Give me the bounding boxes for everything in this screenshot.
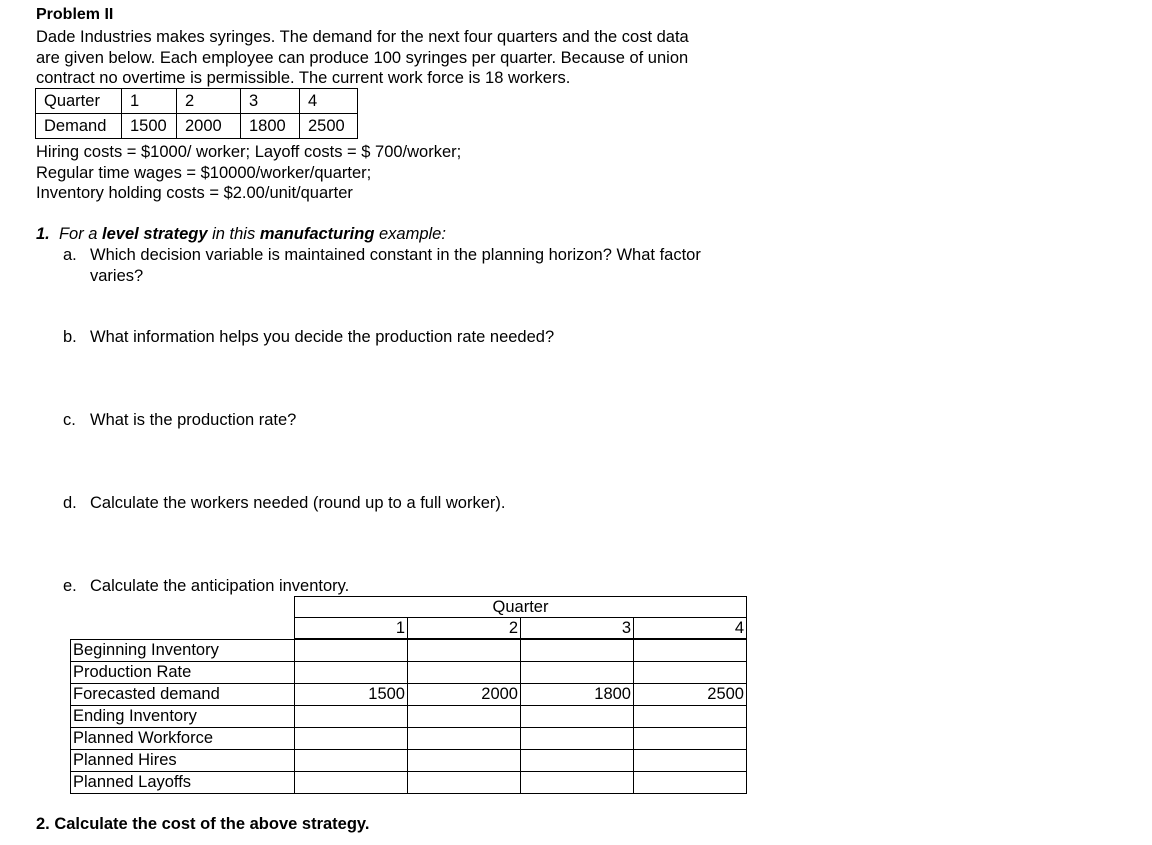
table-cell <box>633 771 747 794</box>
question-1-bold-level-strategy: level strategy <box>102 225 208 243</box>
demand-table-demand-row <box>36 114 358 139</box>
demand-table-cell: 2500 <box>300 114 358 139</box>
question-2: 2. Calculate the cost of the above strategy. <box>36 815 370 833</box>
table-cell <box>520 661 634 684</box>
demand-table-cell: 1500 <box>122 114 177 139</box>
question-1e <box>63 577 349 596</box>
table-cell <box>407 639 521 662</box>
row-label-planned-workforce: Planned Workforce <box>70 727 295 750</box>
question-1-mid: in this <box>207 225 260 243</box>
question-1a-continued: varies? <box>90 267 144 285</box>
row-label-planned-hires: Planned Hires <box>70 749 295 772</box>
problem-title: Problem II <box>36 6 114 23</box>
row-label-planned-layoffs: Planned Layoffs <box>70 771 295 794</box>
part-label: c. <box>63 411 76 429</box>
question-1-suffix: example: <box>374 225 446 243</box>
quarter-number-cell: 1 <box>294 617 408 639</box>
intro-line: are given below. Each employee can produce 100 syringes per quarter. Because of union <box>36 48 689 67</box>
table-cell: 2000 <box>407 683 521 706</box>
table-cell <box>520 749 634 772</box>
row-label-forecasted-demand: Forecasted demand <box>70 683 295 706</box>
row-label-ending-inventory: Ending Inventory <box>70 705 295 728</box>
table-cell <box>294 661 408 684</box>
quarter-number-cell: 2 <box>407 617 521 639</box>
table-cell <box>407 661 521 684</box>
table-cell <box>520 639 634 662</box>
part-text: Calculate the anticipation inventory. <box>90 577 350 595</box>
cost-line: Regular time wages = $10000/worker/quarter; <box>36 163 372 182</box>
part-text: Calculate the workers needed (round up to a full worker). <box>90 494 506 512</box>
table-cell <box>633 705 747 728</box>
table-cell: 1500 <box>294 683 408 706</box>
question-1c <box>63 411 296 430</box>
question-1-prefix: For a <box>58 225 103 243</box>
cost-line: Inventory holding costs = $2.00/unit/quarter <box>36 184 353 202</box>
part-label: a. <box>63 246 77 264</box>
quarter-number-cell: 4 <box>633 617 747 639</box>
part-text: What is the production rate? <box>90 411 297 429</box>
part-label: e. <box>63 577 77 595</box>
part-text: Which decision variable is maintained constant in the planning horizon? What factor <box>90 246 701 264</box>
demand-table-quarter-row <box>36 89 358 114</box>
table-cell <box>294 727 408 750</box>
table-cell <box>294 639 408 662</box>
row-label-production-rate: Production Rate <box>70 661 295 684</box>
demand-table-cell: Quarter <box>36 89 122 114</box>
question-1a <box>63 246 701 265</box>
table-cell <box>407 705 521 728</box>
question-1-number: 1. <box>36 225 50 243</box>
quarter-number-cell: 3 <box>520 617 634 639</box>
problem-intro <box>36 27 689 89</box>
table-cell <box>407 727 521 750</box>
cost-data <box>36 142 461 204</box>
table-cell <box>520 705 634 728</box>
table-cell <box>294 749 408 772</box>
table-cell <box>294 771 408 794</box>
table-cell <box>633 749 747 772</box>
table-cell <box>520 727 634 750</box>
question-1-bold-manufacturing: manufacturing <box>259 225 375 243</box>
part-label: d. <box>63 494 77 512</box>
table-cell: 2500 <box>633 683 747 706</box>
question-1d <box>63 494 505 513</box>
question-1b <box>63 328 554 347</box>
table-cell <box>633 661 747 684</box>
part-text: What information helps you decide the production rate needed? <box>90 328 555 346</box>
part-label: b. <box>63 328 77 346</box>
table-cell: 1800 <box>520 683 634 706</box>
table-cell <box>633 727 747 750</box>
demand-table-cell: 4 <box>300 89 358 114</box>
intro-line: contract no overtime is permissible. The current work force is 18 workers. <box>36 69 571 87</box>
demand-table-cell: 2000 <box>177 114 241 139</box>
table-cell <box>407 749 521 772</box>
planning-table-header: Quarter <box>294 596 747 618</box>
demand-table <box>35 88 358 139</box>
demand-table-cell: 2 <box>177 89 241 114</box>
table-cell <box>294 705 408 728</box>
demand-table-cell: 3 <box>241 89 300 114</box>
table-cell <box>633 639 747 662</box>
demand-table-cell: Demand <box>36 114 122 139</box>
cost-line: Hiring costs = $1000/ worker; Layoff costs = $ 700/worker; <box>36 143 462 161</box>
intro-line: Dade Industries makes syringes. The demand for the next four quarters and the cost data <box>36 28 689 46</box>
row-label-beginning-inventory: Beginning Inventory <box>70 639 295 662</box>
demand-table-cell: 1 <box>122 89 177 114</box>
demand-table-cell: 1800 <box>241 114 300 139</box>
table-cell <box>520 771 634 794</box>
question-1 <box>36 225 446 244</box>
table-cell <box>407 771 521 794</box>
